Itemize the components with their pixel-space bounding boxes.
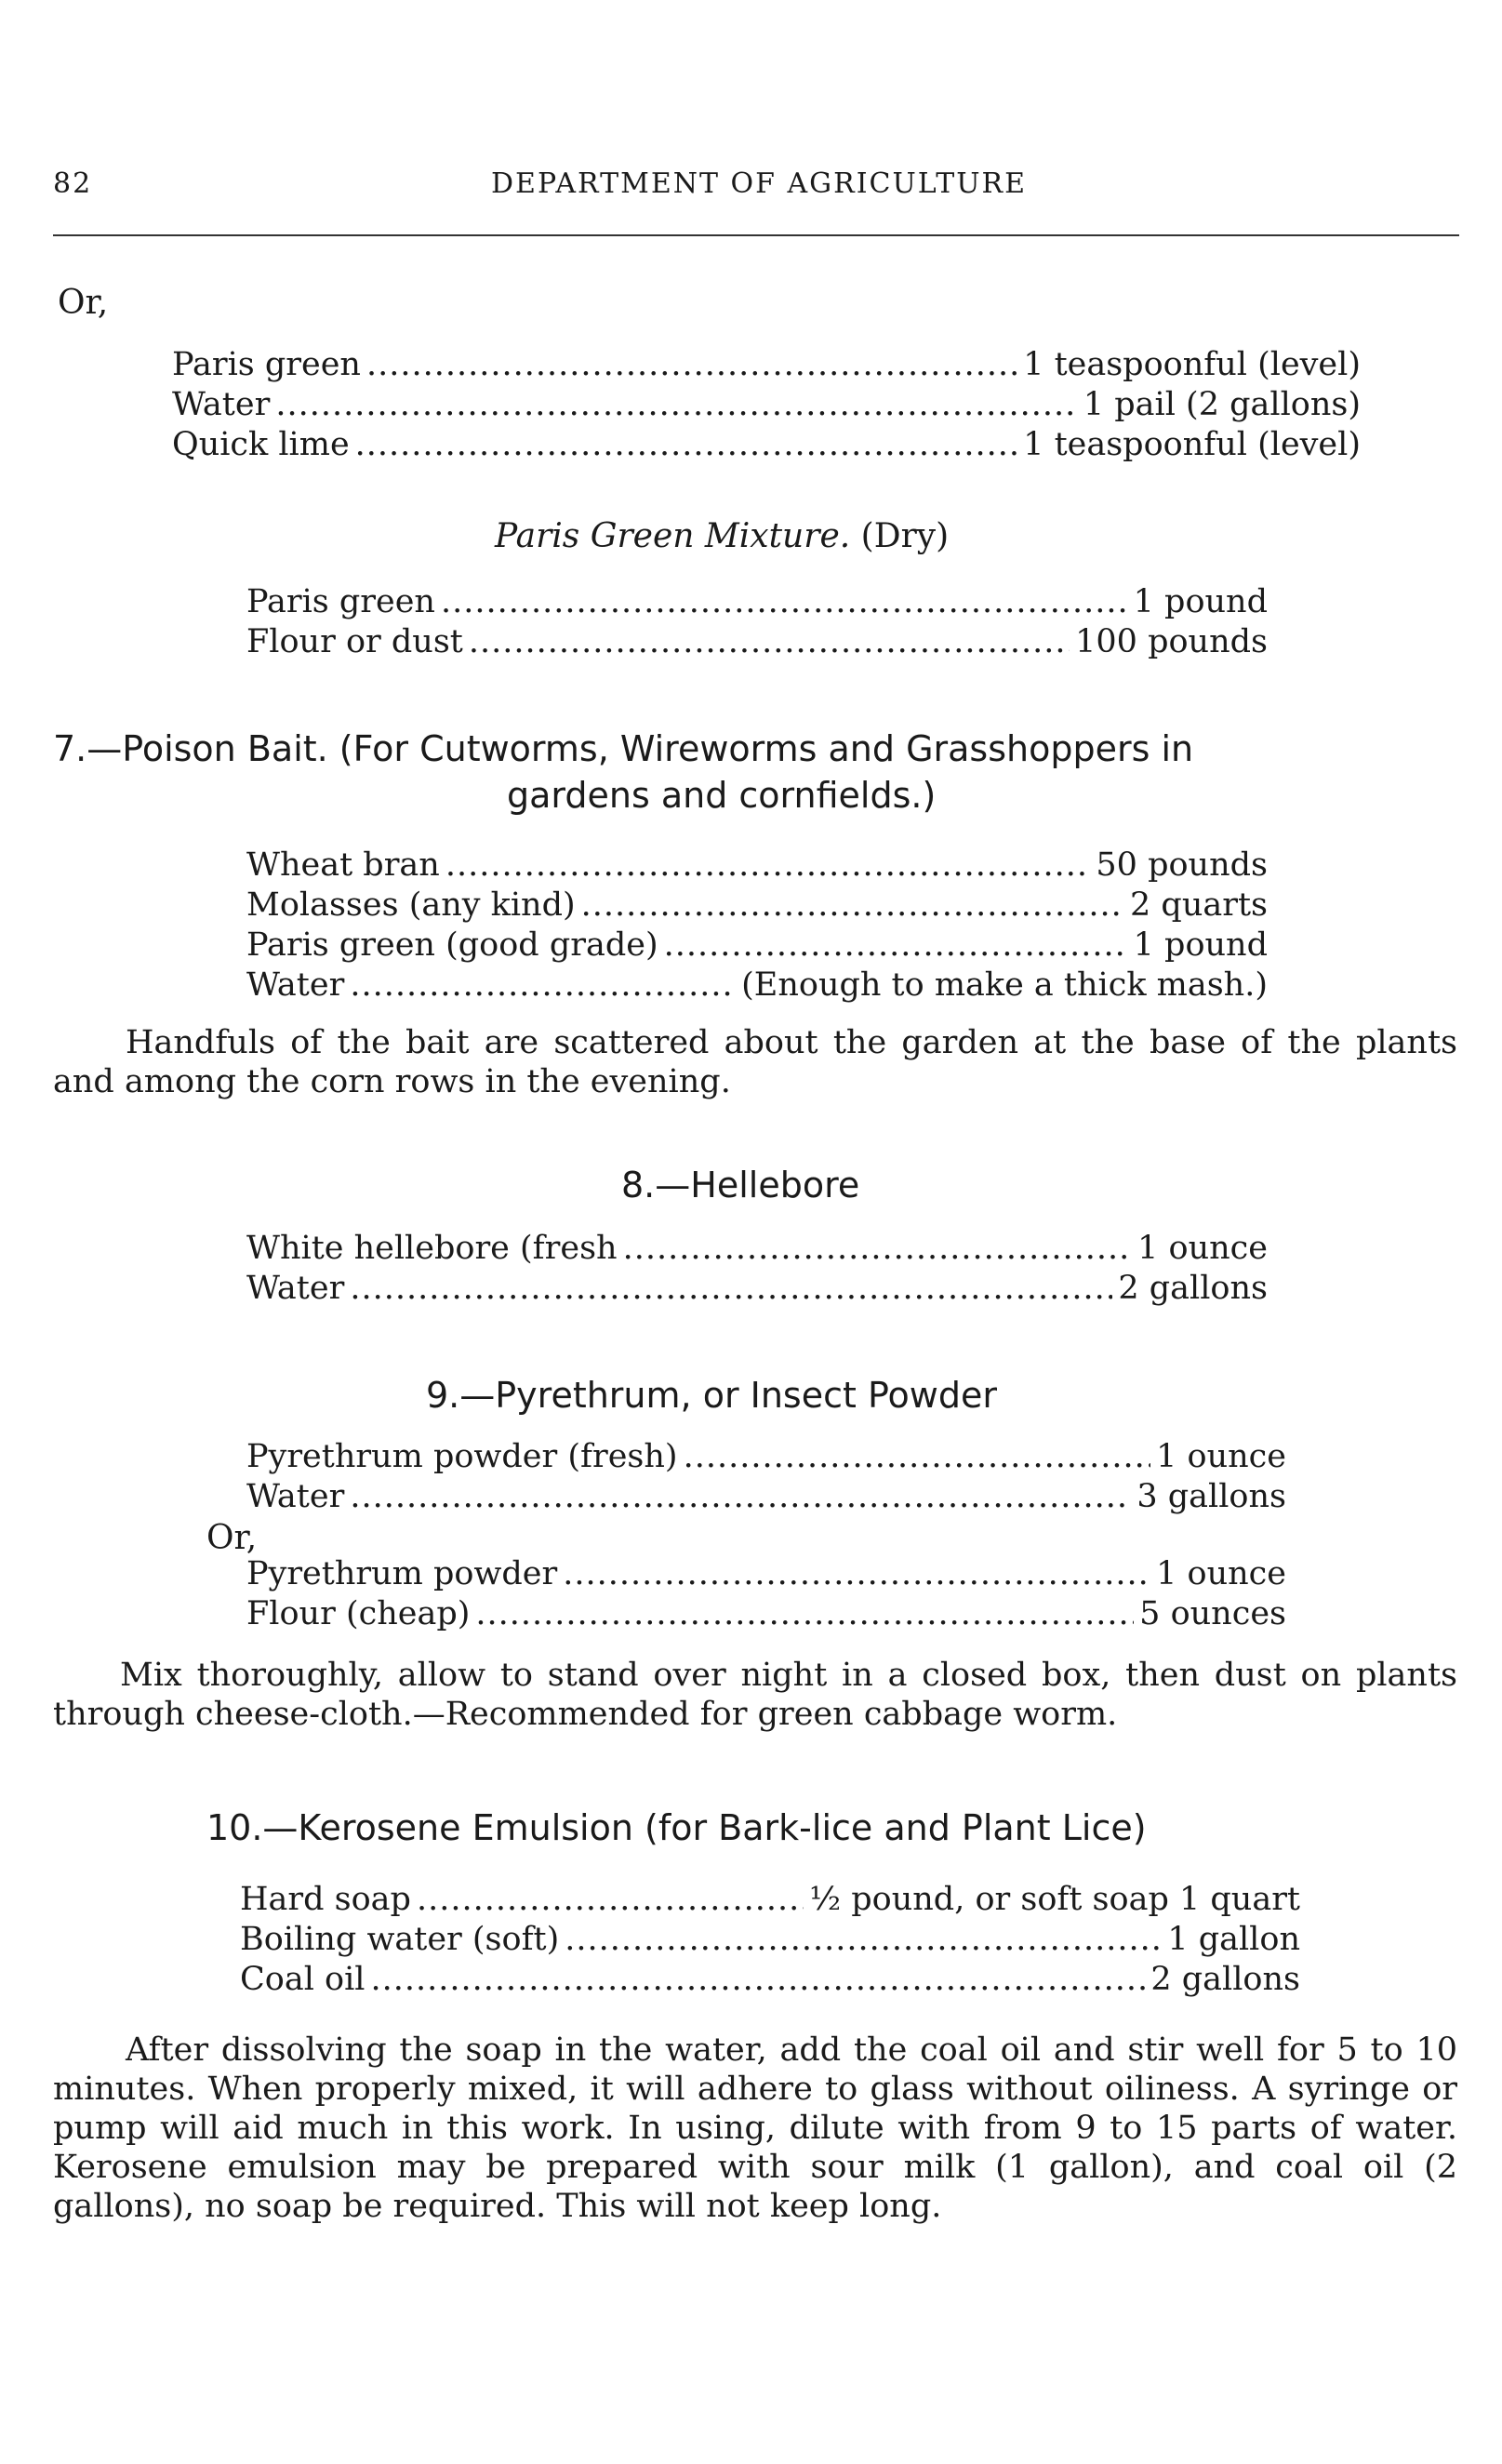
- ingredient-name: Boiling water (soft): [240, 1921, 560, 1958]
- ingredient-quantity: 1 teaspoonful (level): [1023, 426, 1361, 463]
- ingredient-quantity: 100 pounds: [1075, 623, 1268, 660]
- recipe-row: [246, 886, 1268, 926]
- recipe-row: [246, 1270, 1268, 1310]
- section-8-title: 8.—Hellebore: [621, 1165, 860, 1205]
- recipe-row: [172, 386, 1361, 426]
- section-9-text: Mix thoroughly, allow to stand over night in a closed box, then dust on plants through cheese-cloth.—Recommended for green cabbage worm.: [53, 1657, 1457, 1733]
- ingredient-name: Water: [246, 1270, 345, 1307]
- recipe-row: [172, 426, 1361, 466]
- leader-dots: [623, 1230, 1133, 1267]
- leader-dots: [441, 583, 1128, 620]
- leader-dots: [417, 1881, 804, 1918]
- paris-mixture-title: Paris Green Mixture.: [495, 517, 851, 555]
- ingredient-quantity: 1 ounce: [1137, 1230, 1268, 1267]
- recipe-row: [246, 1595, 1286, 1635]
- ingredient-quantity: (Enough to make a thick mash.): [741, 966, 1268, 1004]
- recipe-row: [246, 846, 1268, 886]
- recipe-row: [246, 1230, 1268, 1270]
- page-number: 82: [53, 167, 93, 200]
- ingredient-name: Pyrethrum powder (fresh): [246, 1438, 678, 1475]
- ingredient-name: Water: [246, 966, 345, 1004]
- ingredient-quantity: 2 gallons: [1150, 1961, 1300, 1998]
- leader-dots: [563, 1555, 1150, 1592]
- recipe-row: [240, 1921, 1300, 1961]
- ingredient-name: Flour or dust: [246, 623, 463, 660]
- ingredient-quantity: 2 gallons: [1118, 1270, 1268, 1307]
- ingredient-quantity: 1 teaspoonful (level): [1023, 346, 1361, 383]
- leader-dots: [664, 926, 1128, 964]
- recipe-row: [246, 1478, 1286, 1518]
- ingredient-name: Paris green: [246, 583, 435, 620]
- section-7-title: 7.—Poison Bait. (For Cutworms, Wireworms and Grasshoppers in: [53, 728, 1194, 769]
- ingredient-name: Flour (cheap): [246, 1595, 471, 1632]
- header-rule: [53, 234, 1459, 236]
- recipe-row: [240, 1961, 1300, 2001]
- section-9-title: 9.—Pyrethrum, or Insect Powder: [426, 1375, 997, 1416]
- leader-dots: [684, 1438, 1151, 1475]
- ingredient-name: Quick lime: [172, 426, 350, 463]
- recipe-list: [172, 346, 1361, 466]
- paris-mixture-heading: [495, 517, 949, 555]
- section-7-title-cont: gardens and cornfields.): [507, 775, 937, 816]
- recipe-row: [246, 1555, 1286, 1595]
- section-10-title: 10.—Kerosene Emulsion (for Bark-lice and Plant Lice): [206, 1807, 1147, 1848]
- leader-dots: [355, 426, 1018, 463]
- leader-dots: [350, 966, 736, 1004]
- leader-dots: [469, 623, 1070, 660]
- ingredient-quantity: 1 gallon: [1167, 1921, 1300, 1958]
- intro-or: Or,: [58, 284, 109, 322]
- leader-dots: [350, 1478, 1131, 1515]
- section-9-or: Or,: [206, 1519, 258, 1557]
- ingredient-name: Paris green: [172, 346, 361, 383]
- ingredient-quantity: 1 ounce: [1156, 1438, 1286, 1475]
- ingredient-quantity: 2 quarts: [1130, 886, 1268, 924]
- leader-dots: [275, 386, 1078, 423]
- leader-dots: [445, 846, 1091, 884]
- recipe-row: [240, 1881, 1300, 1921]
- ingredient-quantity: 1 pound: [1133, 583, 1268, 620]
- recipe-row: [246, 1438, 1286, 1478]
- paris-mixture-note: (Dry): [860, 517, 950, 555]
- ingredient-name: Water: [246, 1478, 345, 1515]
- recipe-row: [246, 623, 1268, 663]
- running-head: DEPARTMENT OF AGRICULTURE: [491, 167, 1028, 200]
- kerosene-list: [240, 1881, 1300, 2001]
- recipe-row: [246, 583, 1268, 623]
- ingredient-quantity: 1 ounce: [1156, 1555, 1286, 1592]
- poison-bait-list: [246, 846, 1268, 1006]
- leader-dots: [371, 1961, 1146, 1998]
- ingredient-name: Paris green (good grade): [246, 926, 658, 964]
- section-7-text: Handfuls of the bait are scattered about the garden at the base of the plants and among the corn rows in the evening.: [53, 1024, 1457, 1100]
- ingredient-name: Molasses (any kind): [246, 886, 576, 924]
- ingredient-quantity: 1 pound: [1133, 926, 1268, 964]
- leader-dots: [565, 1921, 1162, 1958]
- ingredient-quantity: 1 pail (2 gallons): [1083, 386, 1361, 423]
- pyrethrum-list-b: [246, 1555, 1286, 1635]
- leader-dots: [475, 1595, 1134, 1632]
- ingredient-name: White hellebore (fresh: [246, 1230, 618, 1267]
- section-10-paragraph: [53, 2031, 1457, 2226]
- section-10-text: After dissolving the soap in the water, add the coal oil and stir well for 5 to 10 minutes. When properly mixed, it will adhere to glass without oiliness. A syringe or pump will aid much in this work. In using, dilute with from 9 to 15 parts of water. Kerosene emulsion may be prepared with sour milk (1 gallon), and coal oil (2 gallons), no soap be required. This will not keep long.: [53, 2031, 1457, 2225]
- ingredient-name: Coal oil: [240, 1961, 366, 1998]
- recipe-row: [172, 346, 1361, 386]
- ingredient-quantity: 3 gallons: [1136, 1478, 1286, 1515]
- leader-dots: [366, 346, 1017, 383]
- ingredient-quantity: ½ pound, or soft soap 1 quart: [809, 1881, 1300, 1918]
- ingredient-name: Pyrethrum powder: [246, 1555, 558, 1592]
- ingredient-quantity: 50 pounds: [1096, 846, 1268, 884]
- section-9-paragraph: [53, 1656, 1457, 1734]
- section-7-paragraph: [53, 1023, 1457, 1101]
- ingredient-name: Hard soap: [240, 1881, 411, 1918]
- leader-dots: [581, 886, 1124, 924]
- ingredient-name: Water: [172, 386, 271, 423]
- ingredient-name: Wheat bran: [246, 846, 440, 884]
- paris-mixture-list: [246, 583, 1268, 663]
- recipe-row: [246, 966, 1268, 1006]
- leader-dots: [350, 1270, 1112, 1307]
- hellebore-list: [246, 1230, 1268, 1310]
- ingredient-quantity: 5 ounces: [1139, 1595, 1286, 1632]
- recipe-row: [246, 926, 1268, 966]
- pyrethrum-list-a: [246, 1438, 1286, 1518]
